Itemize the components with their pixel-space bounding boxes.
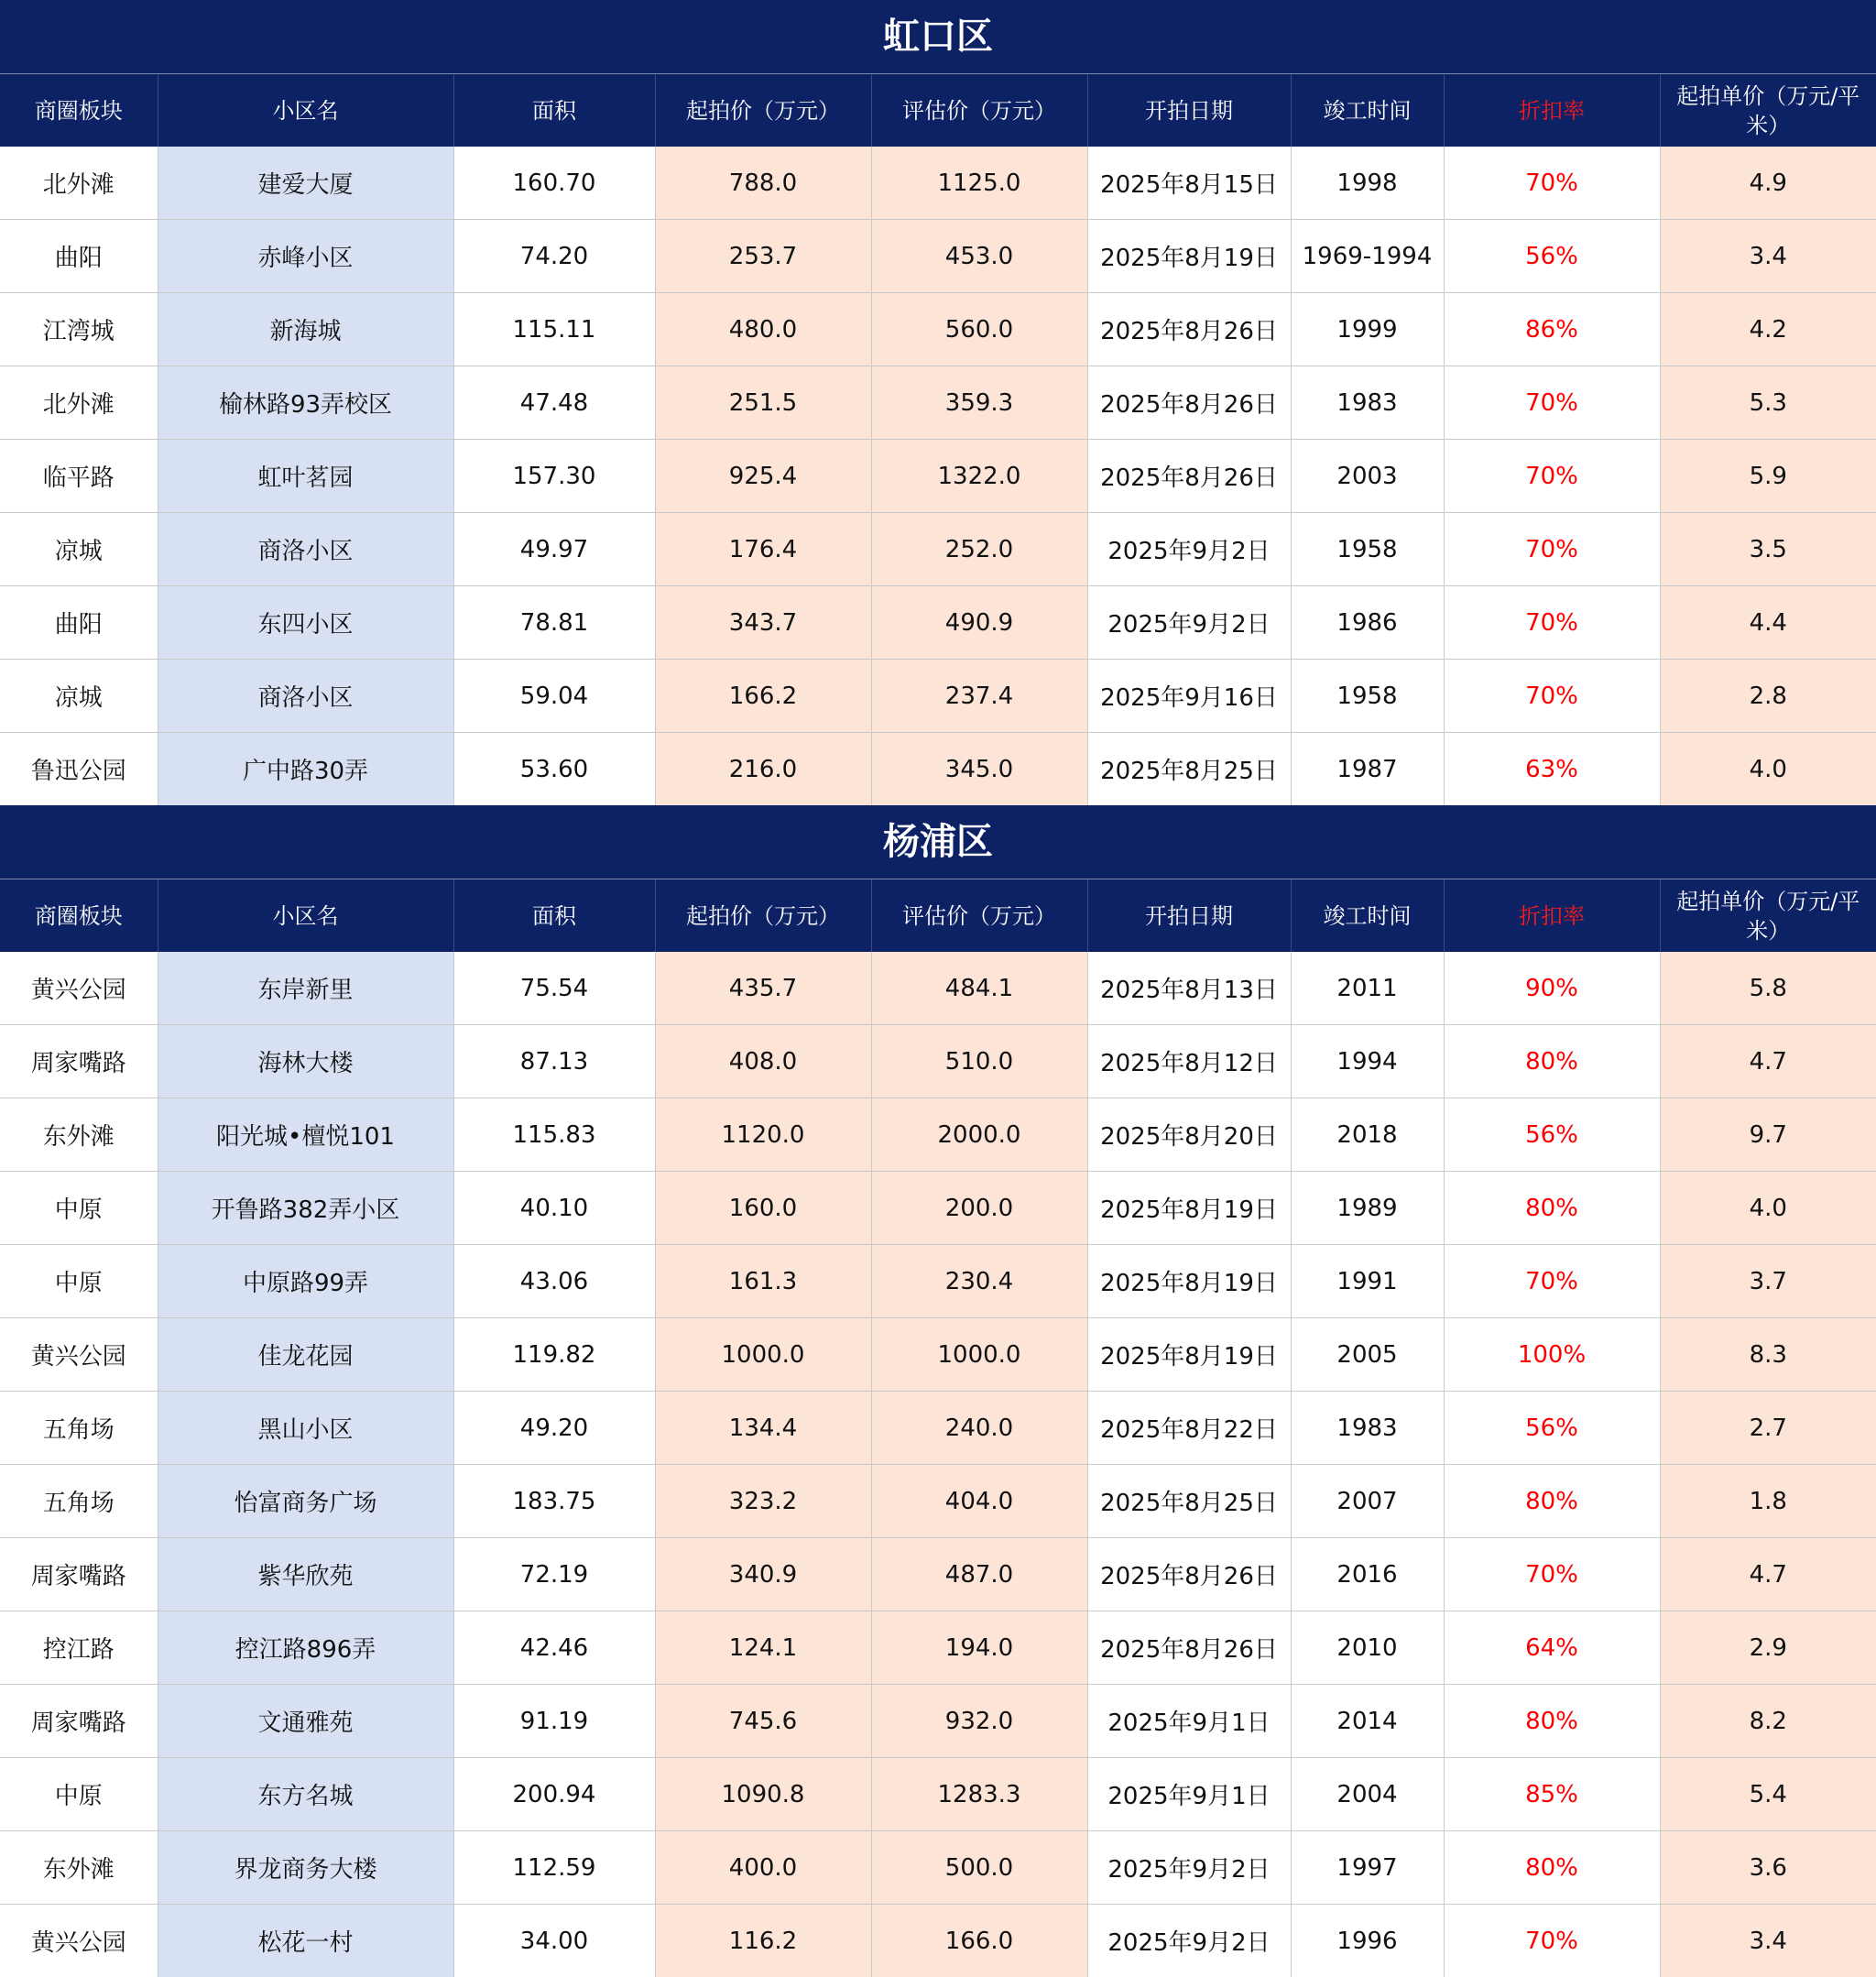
appraisal-price-cell: 200.0 — [871, 1172, 1087, 1245]
district-area-cell: 黄兴公园 — [0, 1905, 158, 1977]
auction-date-cell: 2025年9月1日 — [1087, 1758, 1291, 1831]
table-row — [0, 733, 1876, 806]
unit-price-cell: 4.7 — [1660, 1025, 1876, 1098]
column-header: 起拍单价（万元/平米） — [1660, 74, 1876, 147]
table-row — [0, 220, 1876, 293]
area-cell: 43.06 — [453, 1245, 655, 1318]
discount-rate-cell: 63% — [1444, 733, 1660, 806]
completion-year-cell: 1983 — [1291, 366, 1444, 440]
unit-price-cell: 3.6 — [1660, 1831, 1876, 1905]
community-name-cell: 松花一村 — [158, 1905, 453, 1977]
community-name-cell: 黑山小区 — [158, 1392, 453, 1465]
table-row — [0, 1538, 1876, 1611]
appraisal-price-cell: 2000.0 — [871, 1098, 1087, 1172]
auction-date-cell: 2025年8月19日 — [1087, 1245, 1291, 1318]
discount-rate-cell: 80% — [1444, 1025, 1660, 1098]
auction-table — [0, 74, 1876, 805]
community-name-cell: 广中路30弄 — [158, 733, 453, 806]
district-area-cell: 东外滩 — [0, 1831, 158, 1905]
discount-rate-cell: 90% — [1444, 952, 1660, 1025]
auction-table — [0, 879, 1876, 1977]
unit-price-cell: 5.9 — [1660, 440, 1876, 513]
area-cell: 200.94 — [453, 1758, 655, 1831]
discount-rate-cell: 70% — [1444, 660, 1660, 733]
column-header: 竣工时间 — [1291, 74, 1444, 147]
area-cell: 112.59 — [453, 1831, 655, 1905]
auction-date-cell: 2025年9月16日 — [1087, 660, 1291, 733]
column-header: 折扣率 — [1444, 74, 1660, 147]
completion-year-cell: 1998 — [1291, 147, 1444, 220]
completion-year-cell: 1987 — [1291, 733, 1444, 806]
discount-rate-cell: 70% — [1444, 440, 1660, 513]
appraisal-price-cell: 453.0 — [871, 220, 1087, 293]
appraisal-price-cell: 560.0 — [871, 293, 1087, 366]
district-area-cell: 曲阳 — [0, 220, 158, 293]
appraisal-price-cell: 487.0 — [871, 1538, 1087, 1611]
discount-rate-cell: 64% — [1444, 1611, 1660, 1685]
unit-price-cell: 1.8 — [1660, 1465, 1876, 1538]
area-cell: 47.48 — [453, 366, 655, 440]
community-name-cell: 榆林路93弄校区 — [158, 366, 453, 440]
community-name-cell: 文通雅苑 — [158, 1685, 453, 1758]
area-cell: 49.97 — [453, 513, 655, 586]
table-row — [0, 1905, 1876, 1977]
column-header: 商圈板块 — [0, 74, 158, 147]
appraisal-price-cell: 237.4 — [871, 660, 1087, 733]
table-row — [0, 293, 1876, 366]
discount-rate-cell: 85% — [1444, 1758, 1660, 1831]
unit-price-cell: 2.9 — [1660, 1611, 1876, 1685]
discount-rate-cell: 86% — [1444, 293, 1660, 366]
appraisal-price-cell: 500.0 — [871, 1831, 1087, 1905]
starting-price-cell: 216.0 — [655, 733, 871, 806]
community-name-cell: 东四小区 — [158, 586, 453, 660]
completion-year-cell: 2014 — [1291, 1685, 1444, 1758]
discount-rate-cell: 80% — [1444, 1685, 1660, 1758]
completion-year-cell: 1991 — [1291, 1245, 1444, 1318]
table-row — [0, 952, 1876, 1025]
completion-year-cell: 1958 — [1291, 660, 1444, 733]
table-row — [0, 1831, 1876, 1905]
district-area-cell: 中原 — [0, 1172, 158, 1245]
district-area-cell: 凉城 — [0, 660, 158, 733]
appraisal-price-cell: 932.0 — [871, 1685, 1087, 1758]
table-row — [0, 440, 1876, 513]
table-row — [0, 660, 1876, 733]
starting-price-cell: 788.0 — [655, 147, 871, 220]
column-header: 小区名 — [158, 879, 453, 952]
auction-date-cell: 2025年8月25日 — [1087, 733, 1291, 806]
table-row — [0, 1611, 1876, 1685]
area-cell: 42.46 — [453, 1611, 655, 1685]
completion-year-cell: 2010 — [1291, 1611, 1444, 1685]
area-cell: 87.13 — [453, 1025, 655, 1098]
community-name-cell: 东方名城 — [158, 1758, 453, 1831]
unit-price-cell: 3.7 — [1660, 1245, 1876, 1318]
unit-price-cell: 5.4 — [1660, 1758, 1876, 1831]
community-name-cell: 开鲁路382弄小区 — [158, 1172, 453, 1245]
community-name-cell: 中原路99弄 — [158, 1245, 453, 1318]
unit-price-cell: 4.2 — [1660, 293, 1876, 366]
discount-rate-cell: 100% — [1444, 1318, 1660, 1392]
district-area-cell: 中原 — [0, 1245, 158, 1318]
area-cell: 53.60 — [453, 733, 655, 806]
community-name-cell: 紫华欣苑 — [158, 1538, 453, 1611]
unit-price-cell: 9.7 — [1660, 1098, 1876, 1172]
discount-rate-cell: 80% — [1444, 1465, 1660, 1538]
unit-price-cell: 3.5 — [1660, 513, 1876, 586]
appraisal-price-cell: 194.0 — [871, 1611, 1087, 1685]
auction-date-cell: 2025年9月2日 — [1087, 513, 1291, 586]
completion-year-cell: 2018 — [1291, 1098, 1444, 1172]
district-area-cell: 曲阳 — [0, 586, 158, 660]
area-cell: 34.00 — [453, 1905, 655, 1977]
community-name-cell: 商洛小区 — [158, 513, 453, 586]
appraisal-price-cell: 166.0 — [871, 1905, 1087, 1977]
starting-price-cell: 251.5 — [655, 366, 871, 440]
area-cell: 115.11 — [453, 293, 655, 366]
unit-price-cell: 4.4 — [1660, 586, 1876, 660]
starting-price-cell: 253.7 — [655, 220, 871, 293]
completion-year-cell: 1999 — [1291, 293, 1444, 366]
area-cell: 115.83 — [453, 1098, 655, 1172]
table-row — [0, 1392, 1876, 1465]
unit-price-cell: 4.0 — [1660, 1172, 1876, 1245]
auction-date-cell: 2025年8月26日 — [1087, 366, 1291, 440]
auction-date-cell: 2025年8月22日 — [1087, 1392, 1291, 1465]
auction-date-cell: 2025年8月26日 — [1087, 293, 1291, 366]
table-row — [0, 513, 1876, 586]
community-name-cell: 商洛小区 — [158, 660, 453, 733]
table-row — [0, 586, 1876, 660]
auction-date-cell: 2025年8月13日 — [1087, 952, 1291, 1025]
table-header-row — [0, 879, 1876, 952]
area-cell: 75.54 — [453, 952, 655, 1025]
community-name-cell: 东岸新里 — [158, 952, 453, 1025]
auction-date-cell: 2025年9月2日 — [1087, 1905, 1291, 1977]
completion-year-cell: 1989 — [1291, 1172, 1444, 1245]
starting-price-cell: 1090.8 — [655, 1758, 871, 1831]
column-header: 竣工时间 — [1291, 879, 1444, 952]
starting-price-cell: 166.2 — [655, 660, 871, 733]
starting-price-cell: 176.4 — [655, 513, 871, 586]
auction-date-cell: 2025年8月15日 — [1087, 147, 1291, 220]
starting-price-cell: 343.7 — [655, 586, 871, 660]
starting-price-cell: 124.1 — [655, 1611, 871, 1685]
appraisal-price-cell: 490.9 — [871, 586, 1087, 660]
column-header: 评估价（万元） — [871, 879, 1087, 952]
discount-rate-cell: 70% — [1444, 1245, 1660, 1318]
completion-year-cell: 2016 — [1291, 1538, 1444, 1611]
column-header: 折扣率 — [1444, 879, 1660, 952]
column-header: 面积 — [453, 74, 655, 147]
column-header: 起拍价（万元） — [655, 74, 871, 147]
starting-price-cell: 323.2 — [655, 1465, 871, 1538]
auction-date-cell: 2025年8月26日 — [1087, 1538, 1291, 1611]
starting-price-cell: 160.0 — [655, 1172, 871, 1245]
starting-price-cell: 925.4 — [655, 440, 871, 513]
starting-price-cell: 161.3 — [655, 1245, 871, 1318]
area-cell: 160.70 — [453, 147, 655, 220]
district-area-cell: 鲁迅公园 — [0, 733, 158, 806]
district-area-cell: 中原 — [0, 1758, 158, 1831]
completion-year-cell: 1996 — [1291, 1905, 1444, 1977]
discount-rate-cell: 70% — [1444, 147, 1660, 220]
table-row — [0, 1172, 1876, 1245]
auction-date-cell: 2025年8月19日 — [1087, 220, 1291, 293]
district-area-cell: 东外滩 — [0, 1098, 158, 1172]
completion-year-cell: 1994 — [1291, 1025, 1444, 1098]
starting-price-cell: 340.9 — [655, 1538, 871, 1611]
completion-year-cell: 1983 — [1291, 1392, 1444, 1465]
column-header: 评估价（万元） — [871, 74, 1087, 147]
area-cell: 119.82 — [453, 1318, 655, 1392]
completion-year-cell: 2003 — [1291, 440, 1444, 513]
community-name-cell: 新海城 — [158, 293, 453, 366]
discount-rate-cell: 70% — [1444, 1538, 1660, 1611]
district-area-cell: 北外滩 — [0, 366, 158, 440]
unit-price-cell: 4.0 — [1660, 733, 1876, 806]
district-area-cell: 控江路 — [0, 1611, 158, 1685]
starting-price-cell: 408.0 — [655, 1025, 871, 1098]
community-name-cell: 阳光城•檀悦101 — [158, 1098, 453, 1172]
auction-date-cell: 2025年9月2日 — [1087, 586, 1291, 660]
auction-date-cell: 2025年9月1日 — [1087, 1685, 1291, 1758]
district-area-cell: 临平路 — [0, 440, 158, 513]
area-cell: 157.30 — [453, 440, 655, 513]
discount-rate-cell: 80% — [1444, 1172, 1660, 1245]
auction-date-cell: 2025年8月20日 — [1087, 1098, 1291, 1172]
appraisal-price-cell: 510.0 — [871, 1025, 1087, 1098]
appraisal-price-cell: 240.0 — [871, 1392, 1087, 1465]
community-name-cell: 建爱大厦 — [158, 147, 453, 220]
starting-price-cell: 480.0 — [655, 293, 871, 366]
district-area-cell: 五角场 — [0, 1392, 158, 1465]
completion-year-cell: 2005 — [1291, 1318, 1444, 1392]
area-cell: 183.75 — [453, 1465, 655, 1538]
community-name-cell: 怡富商务广场 — [158, 1465, 453, 1538]
community-name-cell: 虹叶茗园 — [158, 440, 453, 513]
table-row — [0, 1245, 1876, 1318]
unit-price-cell: 3.4 — [1660, 1905, 1876, 1977]
area-cell: 74.20 — [453, 220, 655, 293]
district-title: 虹口区 — [0, 0, 1876, 74]
unit-price-cell: 5.8 — [1660, 952, 1876, 1025]
community-name-cell: 海林大楼 — [158, 1025, 453, 1098]
completion-year-cell: 1958 — [1291, 513, 1444, 586]
column-header: 商圈板块 — [0, 879, 158, 952]
discount-rate-cell: 56% — [1444, 1098, 1660, 1172]
table-row — [0, 1758, 1876, 1831]
discount-rate-cell: 70% — [1444, 513, 1660, 586]
appraisal-price-cell: 1283.3 — [871, 1758, 1087, 1831]
auction-date-cell: 2025年8月19日 — [1087, 1318, 1291, 1392]
starting-price-cell: 1120.0 — [655, 1098, 871, 1172]
table-row — [0, 1098, 1876, 1172]
district-area-cell: 周家嘴路 — [0, 1685, 158, 1758]
table-row — [0, 1025, 1876, 1098]
table-row — [0, 1685, 1876, 1758]
district-area-cell: 江湾城 — [0, 293, 158, 366]
appraisal-price-cell: 1125.0 — [871, 147, 1087, 220]
area-cell: 78.81 — [453, 586, 655, 660]
starting-price-cell: 1000.0 — [655, 1318, 871, 1392]
column-header: 开拍日期 — [1087, 879, 1291, 952]
appraisal-price-cell: 1000.0 — [871, 1318, 1087, 1392]
unit-price-cell: 2.8 — [1660, 660, 1876, 733]
discount-rate-cell: 70% — [1444, 586, 1660, 660]
completion-year-cell: 2007 — [1291, 1465, 1444, 1538]
starting-price-cell: 116.2 — [655, 1905, 871, 1977]
community-name-cell: 控江路896弄 — [158, 1611, 453, 1685]
area-cell: 40.10 — [453, 1172, 655, 1245]
column-header: 起拍价（万元） — [655, 879, 871, 952]
unit-price-cell: 8.2 — [1660, 1685, 1876, 1758]
community-name-cell: 赤峰小区 — [158, 220, 453, 293]
starting-price-cell: 400.0 — [655, 1831, 871, 1905]
auction-date-cell: 2025年9月2日 — [1087, 1831, 1291, 1905]
district-area-cell: 黄兴公园 — [0, 1318, 158, 1392]
table-row — [0, 366, 1876, 440]
district-area-cell: 周家嘴路 — [0, 1538, 158, 1611]
district-area-cell: 北外滩 — [0, 147, 158, 220]
appraisal-price-cell: 252.0 — [871, 513, 1087, 586]
unit-price-cell: 5.3 — [1660, 366, 1876, 440]
district-area-cell: 周家嘴路 — [0, 1025, 158, 1098]
table-row — [0, 147, 1876, 220]
completion-year-cell: 2004 — [1291, 1758, 1444, 1831]
unit-price-cell: 3.4 — [1660, 220, 1876, 293]
completion-year-cell: 1969-1994 — [1291, 220, 1444, 293]
auction-date-cell: 2025年8月19日 — [1087, 1172, 1291, 1245]
discount-rate-cell: 70% — [1444, 1905, 1660, 1977]
auction-date-cell: 2025年8月26日 — [1087, 440, 1291, 513]
district-title: 杨浦区 — [0, 805, 1876, 879]
appraisal-price-cell: 484.1 — [871, 952, 1087, 1025]
completion-year-cell: 1997 — [1291, 1831, 1444, 1905]
completion-year-cell: 1986 — [1291, 586, 1444, 660]
auction-date-cell: 2025年8月12日 — [1087, 1025, 1291, 1098]
column-header: 面积 — [453, 879, 655, 952]
community-name-cell: 界龙商务大楼 — [158, 1831, 453, 1905]
appraisal-price-cell: 359.3 — [871, 366, 1087, 440]
community-name-cell: 佳龙花园 — [158, 1318, 453, 1392]
discount-rate-cell: 56% — [1444, 220, 1660, 293]
unit-price-cell: 8.3 — [1660, 1318, 1876, 1392]
discount-rate-cell: 70% — [1444, 366, 1660, 440]
area-cell: 91.19 — [453, 1685, 655, 1758]
starting-price-cell: 435.7 — [655, 952, 871, 1025]
discount-rate-cell: 80% — [1444, 1831, 1660, 1905]
unit-price-cell: 4.7 — [1660, 1538, 1876, 1611]
table-header-row — [0, 74, 1876, 147]
column-header: 小区名 — [158, 74, 453, 147]
district-area-cell: 五角场 — [0, 1465, 158, 1538]
district-area-cell: 凉城 — [0, 513, 158, 586]
starting-price-cell: 134.4 — [655, 1392, 871, 1465]
appraisal-price-cell: 404.0 — [871, 1465, 1087, 1538]
area-cell: 49.20 — [453, 1392, 655, 1465]
discount-rate-cell: 56% — [1444, 1392, 1660, 1465]
unit-price-cell: 2.7 — [1660, 1392, 1876, 1465]
starting-price-cell: 745.6 — [655, 1685, 871, 1758]
table-row — [0, 1465, 1876, 1538]
area-cell: 59.04 — [453, 660, 655, 733]
auction-date-cell: 2025年8月26日 — [1087, 1611, 1291, 1685]
area-cell: 72.19 — [453, 1538, 655, 1611]
table-row — [0, 1318, 1876, 1392]
district-area-cell: 黄兴公园 — [0, 952, 158, 1025]
column-header: 起拍单价（万元/平米） — [1660, 879, 1876, 952]
appraisal-price-cell: 345.0 — [871, 733, 1087, 806]
completion-year-cell: 2011 — [1291, 952, 1444, 1025]
auction-date-cell: 2025年8月25日 — [1087, 1465, 1291, 1538]
appraisal-price-cell: 1322.0 — [871, 440, 1087, 513]
column-header: 开拍日期 — [1087, 74, 1291, 147]
appraisal-price-cell: 230.4 — [871, 1245, 1087, 1318]
unit-price-cell: 4.9 — [1660, 147, 1876, 220]
